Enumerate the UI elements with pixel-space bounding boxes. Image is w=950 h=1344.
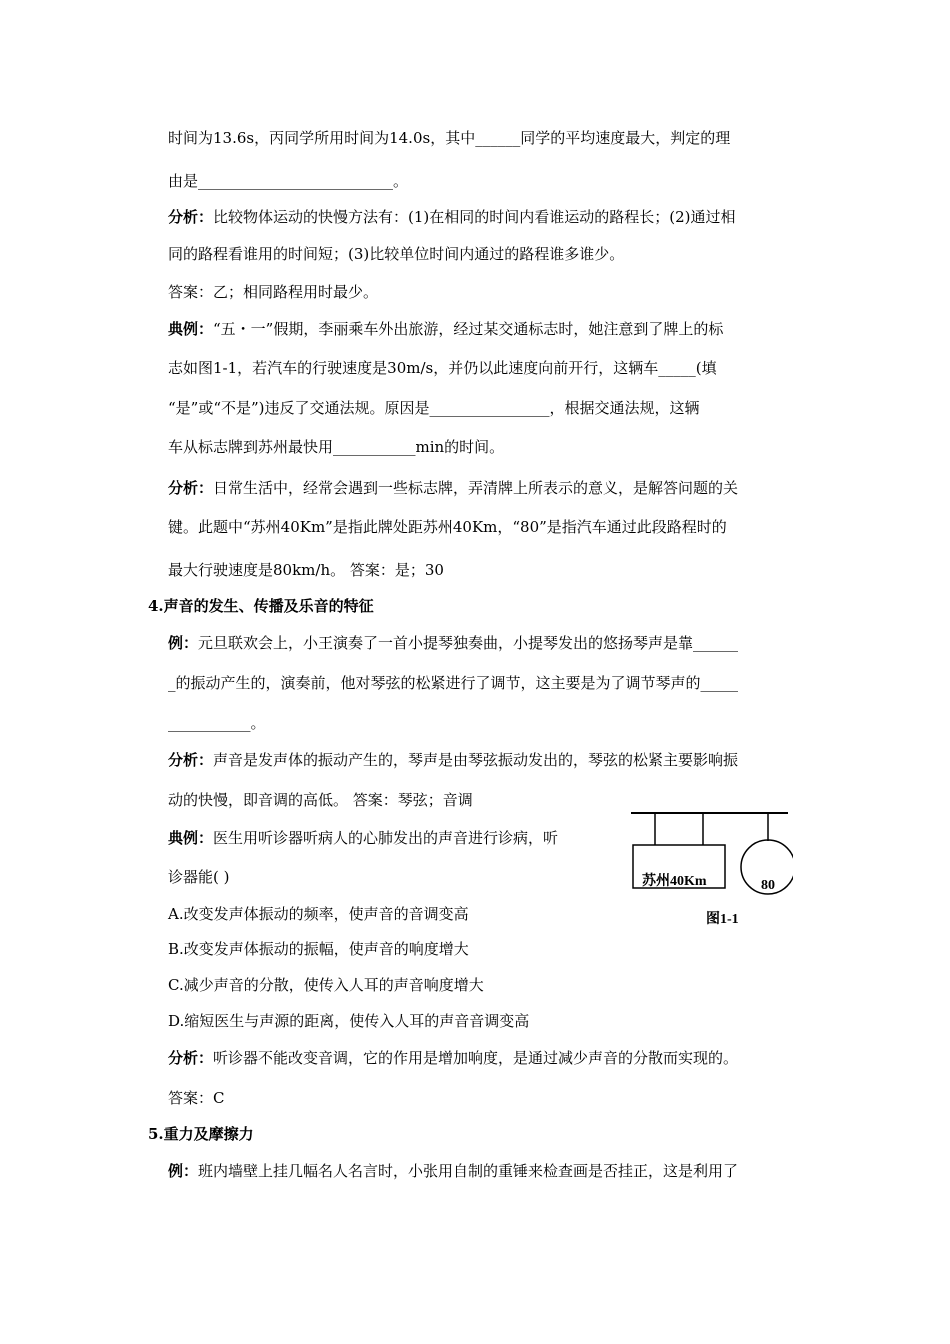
answer-line: 最大行驶速度是80km/h。 答案：是；30: [168, 561, 444, 579]
example-label: 例：: [168, 1162, 199, 1180]
text-line: 比较物体运动的快慢方法有：(1)在相同的时间内看谁运动的路程长；(2)通过相: [213, 208, 736, 226]
text-line: 车从标志牌到苏州最快用___________min的时间。: [168, 438, 505, 456]
example-paragraph: [168, 1161, 738, 1181]
text-line: 班内墙壁上挂几幅名人名言时，小张用自制的重锤来检查画是否挂正，这是利用了: [198, 1162, 739, 1180]
section-heading: 4.声音的发生、传播及乐音的特征: [148, 597, 374, 615]
text-line: 医生用听诊器听病人的心肺发出的声音进行诊病，听: [213, 829, 559, 847]
analysis-label: 分析：: [168, 1049, 214, 1067]
text-line: 诊器能( ): [168, 868, 230, 886]
answer-line: 动的快慢，即音调的高低。 答案：琴弦；音调: [168, 791, 473, 809]
analysis-paragraph: [168, 207, 736, 227]
text-line: 时间为13.6s，丙同学所用时间为14.0s，其中______同学的平均速度最大，判定的理: [168, 129, 731, 147]
option-c: C.减少声音的分散，使传入人耳的声音响度增大: [168, 976, 484, 994]
text-line: 声音是发声体的振动产生的，琴声是由琴弦振动发出的，琴弦的松紧主要影响振: [213, 751, 739, 769]
example-label: 典例：: [168, 320, 214, 338]
distance-sign-text: 苏州40Km: [642, 874, 707, 889]
section-heading: 5.重力及摩擦力: [148, 1125, 254, 1143]
text-line: 志如图1-1，若汽车的行驶速度是30m/s，并仍以此速度向前开行，这辆车_____(填: [168, 359, 717, 377]
answer-line: 答案：C: [168, 1089, 225, 1107]
text-line: “是”或“不是”)违反了交通法规。原因是________________，根据交通法规，这辆: [168, 399, 700, 417]
text-line: 日常生活中，经常会遇到一些标志牌，弄清牌上所表示的意义，是解答问题的关: [213, 479, 739, 497]
example-label: 例：: [168, 634, 199, 652]
analysis-paragraph: [168, 1048, 738, 1068]
analysis-paragraph: [168, 478, 738, 498]
text-line: 元旦联欢会上，小王演奏了一首小提琴独奏曲，小提琴发出的悠扬琴声是靠______: [198, 634, 739, 652]
analysis-label: 分析：: [168, 751, 214, 769]
option-a: A.改变发声体振动的频率，使声音的音调变高: [168, 905, 469, 923]
text-line: ___________。: [168, 714, 266, 732]
analysis-label: 分析：: [168, 208, 214, 226]
speed-limit-text: 80: [761, 878, 775, 893]
option-b: B.改变发声体振动的振幅，使声音的响度增大: [168, 940, 469, 958]
text-line: 由是__________________________。: [168, 172, 409, 190]
analysis-label: 分析：: [168, 479, 214, 497]
option-d: D.缩短医生与声源的距离，使传入人耳的声音音调变高: [168, 1012, 530, 1030]
text-line: _的振动产生的，演奏前，他对琴弦的松紧进行了调节，这主要是为了调节琴声的_____: [168, 674, 739, 692]
text-line: “五・一”假期，李丽乘车外出旅游，经过某交通标志时，她注意到了牌上的标: [213, 320, 724, 338]
example-paragraph: [168, 319, 723, 339]
text-line: 听诊器不能改变音调，它的作用是增加响度，是通过减少声音的分散而实现的。: [213, 1049, 739, 1067]
answer-line: 答案：乙；相同路程用时最少。: [168, 283, 379, 301]
example-paragraph: [168, 828, 558, 848]
text-line: 同的路程看谁用的时间短；(3)比较单位时间内通过的路程谁多谁少。: [168, 245, 625, 263]
example-label: 典例：: [168, 829, 214, 847]
figure-caption: 图1-1: [706, 912, 739, 927]
example-paragraph: [168, 633, 738, 653]
text-line: 键。此题中“苏州40Km”是指此牌处距苏州40Km，“80”是指汽车通过此段路程时的: [168, 518, 727, 536]
analysis-paragraph: [168, 750, 738, 770]
